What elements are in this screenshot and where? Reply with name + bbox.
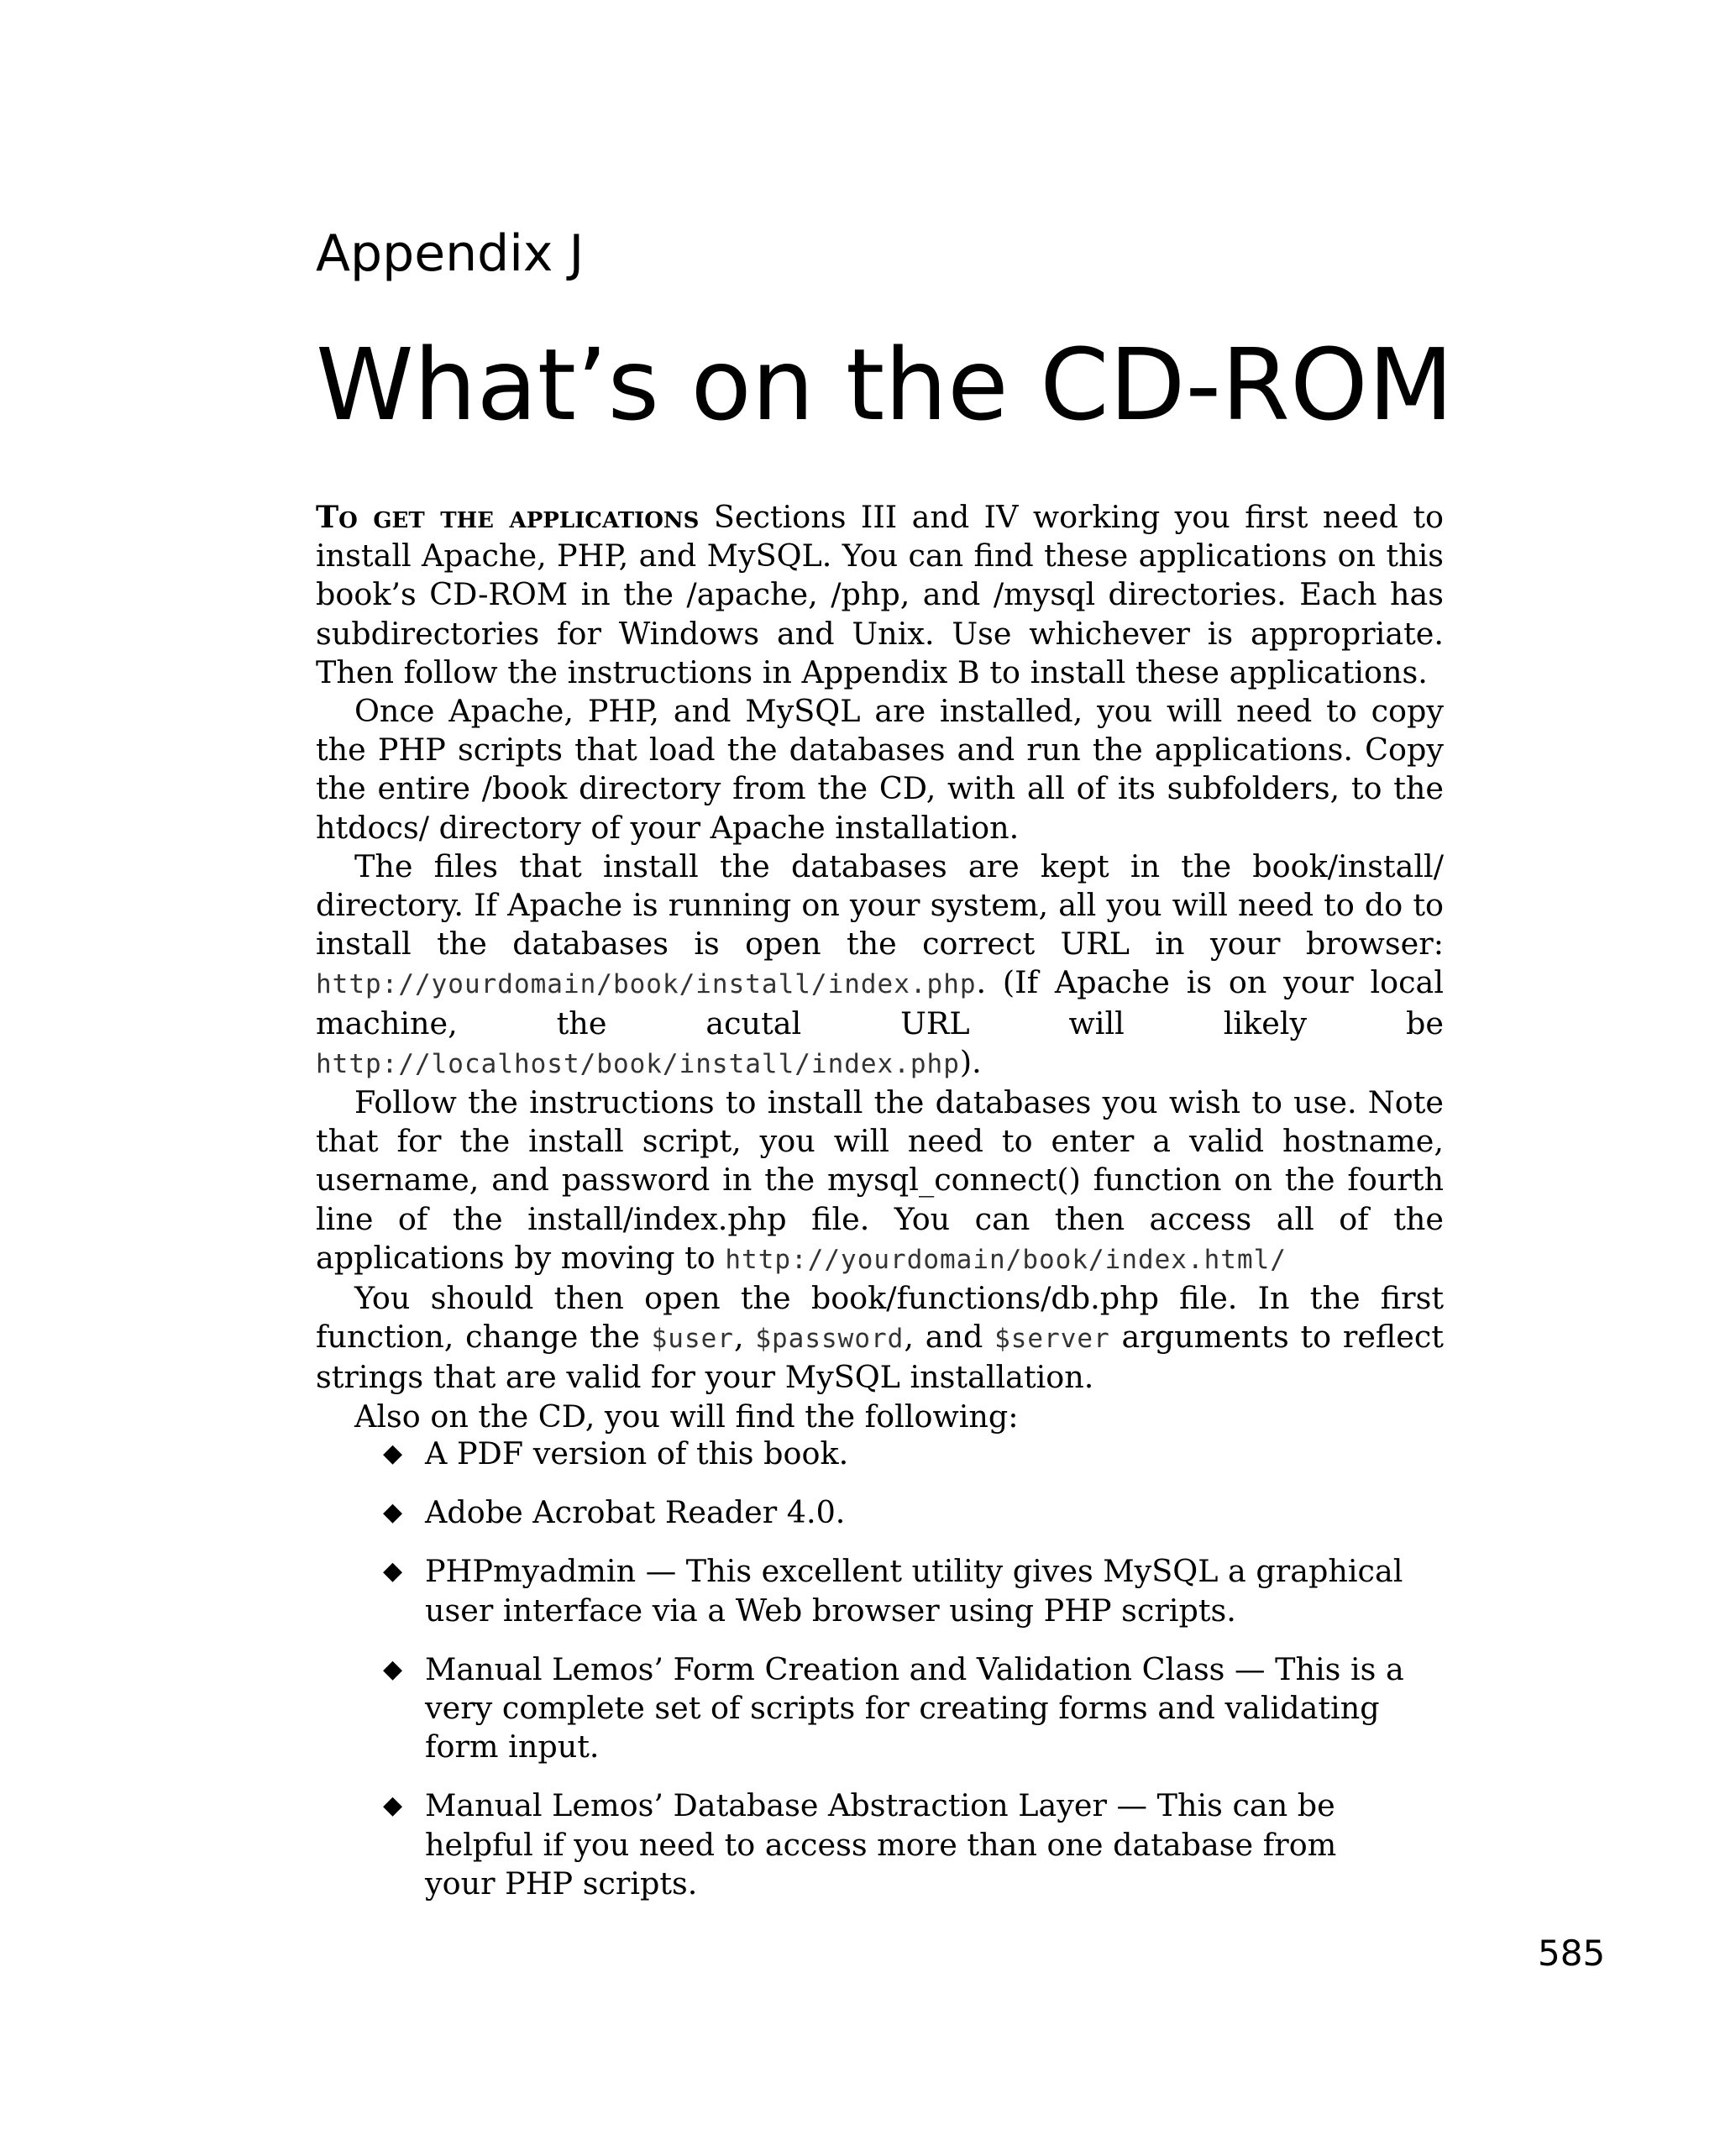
list-item <box>383 1552 1416 1629</box>
paragraph-text: , and <box>904 1319 995 1356</box>
paragraph <box>316 1279 1444 1398</box>
list-item <box>383 1650 1416 1767</box>
code-variable: $password <box>755 1324 905 1355</box>
paragraph-text: arguments to reflect strings that are valid for your MySQL installation. <box>316 1319 1444 1396</box>
paragraph-text: Follow the instructions to install the databases you wish to use. Note that for the install script, you will need to enter a valid hostname, username, and password in the mysql_connect() function on the fourth line of the install/index.php file. You can then access all of the applications by moving to <box>316 1084 1444 1276</box>
paragraph-text: ). <box>959 1043 982 1080</box>
list-item <box>383 1786 1416 1903</box>
paragraph <box>316 847 1444 1083</box>
code-variable: $user <box>651 1324 734 1355</box>
list-item-text: A PDF version of this book. <box>425 1435 849 1471</box>
paragraph <box>316 498 1444 692</box>
paragraph-text: Also on the CD, you will find the following: <box>354 1398 1019 1435</box>
list-item-text: Manual Lemos’ Database Abstraction Layer — This can be helpful if you need to access more than one database from your PHP scripts. <box>425 1787 1337 1902</box>
chapter-title: What’s on the CD-ROM <box>316 327 1454 443</box>
list-item-text: Manual Lemos’ Form Creation and Validation Class — This is a very complete set of scripts for creating forms and validating form input. <box>425 1650 1404 1765</box>
paragraph <box>316 1083 1444 1279</box>
diamond-bullet-icon: ◆ <box>383 1439 403 1468</box>
list-item <box>383 1493 1416 1532</box>
paragraph-text: , <box>733 1319 756 1356</box>
diamond-bullet-icon: ◆ <box>383 1654 403 1684</box>
code-variable: $server <box>994 1324 1110 1355</box>
list-item-text: PHPmyadmin — This excellent utility gives MySQL a graphical user interface via a Web browser using PHP scripts. <box>425 1553 1403 1629</box>
paragraph <box>316 1398 1444 1436</box>
paragraph <box>316 692 1444 847</box>
paragraph-text: Sections III and IV working you first need to install Apache, PHP, and MySQL. You can find these applications on this book’s CD-ROM in the /apache, /php, and /mysql directories. Each has subdirectories for Windows and Unix. Use whichever is appropriate. Then follow the instructions in Appendix B to install these applications. <box>316 499 1444 690</box>
appendix-label: Appendix J <box>316 224 585 283</box>
diamond-bullet-icon: ◆ <box>383 1556 403 1587</box>
code-url: http://localhost/book/install/index.php <box>316 1048 960 1079</box>
diamond-bullet-icon: ◆ <box>383 1498 403 1528</box>
code-url: http://yourdomain/book/index.html/ <box>725 1244 1287 1275</box>
page-number: 585 <box>1538 1933 1606 1974</box>
list-item <box>383 1435 1416 1473</box>
lead-in: To get the applications <box>316 499 700 535</box>
paragraph-text: Once Apache, PHP, and MySQL are installed, you will need to copy the PHP scripts that load the databases and run the applications. Copy the entire /book directory from the CD, with all of its subfolders, to the htdocs/ directory of your Apache installation. <box>316 693 1444 846</box>
diamond-bullet-icon: ◆ <box>383 1791 403 1821</box>
list-item-text: Adobe Acrobat Reader 4.0. <box>425 1494 846 1531</box>
body-text <box>316 498 1444 1436</box>
code-url: http://yourdomain/book/install/index.php <box>316 969 977 1000</box>
paragraph-text: You should then open the book/functions/db.php file. In the first function, change the <box>316 1280 1444 1356</box>
paragraph-text: The files that install the databases are kept in the book/install/ directory. If Apache is running on your system, all you will need to do to install the databases is open the correct URL in your browser: <box>316 847 1444 963</box>
paragraph-text: . (If Apache is on your local machine, the acutal URL will likely be <box>316 964 1444 1041</box>
cd-contents-list <box>383 1435 1416 1923</box>
